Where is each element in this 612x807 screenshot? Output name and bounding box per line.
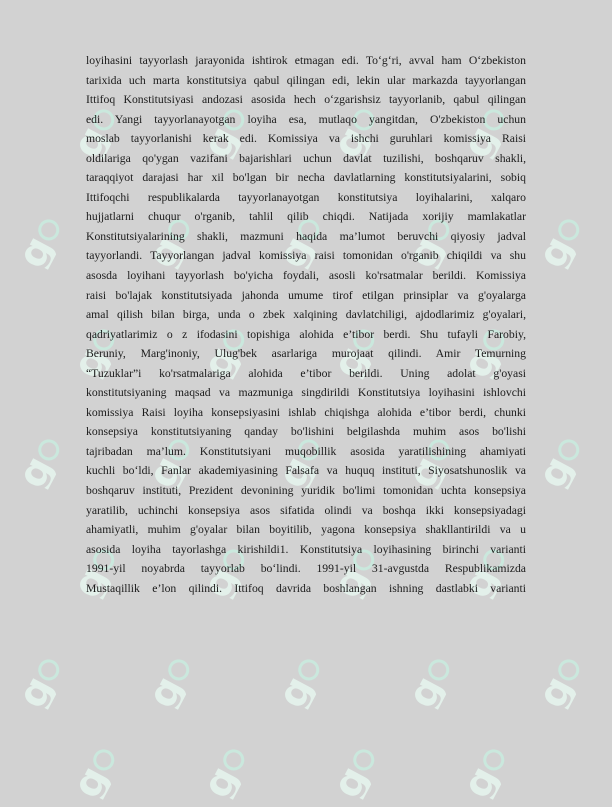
svg-text:g: g: [453, 338, 508, 386]
svg-text:g: g: [528, 448, 583, 496]
text-line: tarixida uch marta konstitutsiya qabul qilingan edi, lekin ular markazda tayyorlangan: [86, 73, 526, 87]
svg-text:g: g: [323, 118, 378, 166]
watermark-logo-icon: [452, 733, 518, 807]
text-line: Beruniy, Marg'inoniy, Ulug'bek asarlariga murojaat qilindi. Amir Temurning: [86, 347, 526, 361]
svg-text:g: g: [138, 448, 193, 496]
svg-text:g: g: [63, 558, 118, 606]
text-line: tajribadan ma’lum. Konstitutsiyani muqobillik asosida yaratilishining ahamiyati: [86, 444, 526, 458]
svg-text:g: g: [398, 448, 453, 496]
watermark-logo-icon: [192, 733, 258, 807]
text-line: amal qilish bilan birga, unda o zbek xalqining davlatchiligi, ajdodlarimiz g'oyalari,: [86, 308, 526, 322]
svg-text:g: g: [63, 338, 118, 386]
watermark-logo-icon: [527, 203, 593, 277]
svg-text:g: g: [8, 228, 63, 276]
text-line: boshqaruv instituti, Prezident devonining yuridik bo'limi tomonidan uchta konsepsiya: [86, 484, 526, 498]
svg-text:g: g: [193, 758, 248, 806]
svg-text:g: g: [398, 228, 453, 276]
text-line: konsepsiya konstitutsiyaning qanday bo'lishini belgilashda muhim asos bo'lishi: [86, 425, 526, 439]
svg-text:g: g: [138, 668, 193, 716]
watermark-logo-icon: [322, 733, 388, 807]
text-line: oldilariga qo'ygan vazifani bajarishlari uchun davlat tuzilishi, boshqaruv shakli,: [86, 151, 526, 165]
svg-text:g: g: [528, 668, 583, 716]
text-line: 1991-yil noyabrda tayyorlab bo‘lindi. 1991-yil 31-avgustda Respublikamizda: [86, 562, 526, 576]
svg-text:g: g: [453, 118, 508, 166]
svg-text:g: g: [193, 338, 248, 386]
svg-text:g: g: [528, 228, 583, 276]
text-line: loyihasini tayyorlash jarayonida ishtirok etmagan edi. To‘g‘ri, avval ham O‘zbekiston: [86, 54, 526, 67]
watermark-logo-icon: [267, 643, 333, 717]
svg-text:g: g: [268, 668, 323, 716]
watermark-logo-icon: [137, 643, 203, 717]
text-line: edi. Yangi tayyorlanayotgan loyiha esa, mutlaqo yangitdan, O'zbekiston uchun: [86, 112, 526, 126]
text-line: hujjatlarni chuqur o'rganib, tahlil qilib chiqdi. Natijada xorijiy mamlakatlar: [86, 210, 526, 224]
svg-text:g: g: [8, 448, 63, 496]
text-line: tayyorlandi. Tayyorlangan jadval komissiya raisi tomonidan o'rganib chiqildi va shu: [86, 249, 526, 263]
text-line: Mustaqillik e’lon qilindi. Ittifoq davrida boshlangan ishning dastlabki varianti: [86, 581, 526, 595]
text-line: moslab tayyorlanishi kerak edi. Komissiya va ishchi guruhlari komissiya Raisi: [86, 132, 526, 146]
text-line: yaratilib, uchinchi konsepsiya asos sifatida olindi va boshqa ikki konsepsiyadagi: [86, 503, 526, 517]
watermark-logo-icon: [62, 733, 128, 807]
text-line: “Tuzuklar”i ko'rsatmalariga alohida e’tibor berildi. Uning adolat g'oyasi: [86, 366, 526, 380]
svg-text:g: g: [323, 558, 378, 606]
watermark-logo-icon: [7, 423, 73, 497]
svg-text:g: g: [193, 118, 248, 166]
text-line: ahamiyatli, muhim g'oyalar bilan boyitilib, yagona konsepsiya shakllantirildi va u: [86, 523, 526, 537]
svg-text:g: g: [323, 338, 378, 386]
svg-text:g: g: [138, 228, 193, 276]
svg-text:g: g: [268, 228, 323, 276]
watermark-logo-icon: [397, 643, 463, 717]
watermark-logo-icon: [527, 423, 593, 497]
text-line: kuchli bo‘ldi, Fanlar akademiyasining Falsafa va huquq instituti, Siyosatshunoslik va: [86, 464, 526, 478]
svg-text:g: g: [323, 758, 378, 806]
svg-text:g: g: [63, 758, 118, 806]
text-line: asosda loyihani tayyorlash bo'yicha foydali, asosli ko'rsatmalar berildi. Komissiya: [86, 269, 526, 283]
text-line: konstitutsiyaning maqsad va mazmuniga singdirildi Konstitutsiya loyihasini ishlovchi: [86, 386, 526, 400]
text-line: komissiya Raisi loyiha konsepsiyasini ishlab chiqishga alohida e’tibor berdi, chunki: [86, 405, 526, 419]
watermark-logo-icon: [7, 643, 73, 717]
svg-text:g: g: [268, 448, 323, 496]
svg-text:g: g: [63, 118, 118, 166]
watermark-logo-icon: [527, 643, 593, 717]
svg-text:g: g: [193, 558, 248, 606]
text-line: Ittifoqchi respublikalarda tayyorlanayotgan konstitutsiya loyihalarini, xalqaro: [86, 190, 526, 204]
text-line: asosida loyiha tayorlashga kirishildi1. Konstitutsiya loyihasining birinchi varianti: [86, 542, 526, 556]
text-line: qadriyatlarimiz o z ifodasini topishiga alohida e’tibor berdi. Shu tufayli Farobiy,: [86, 327, 526, 341]
svg-text:g: g: [453, 758, 508, 806]
svg-text:g: g: [8, 668, 63, 716]
watermark-logo-icon: [7, 203, 73, 277]
text-line: Ittifoq Konstitutsiyasi andozasi asosida hech o‘zgarishsiz tayyorlanib, qabul qilingan: [86, 93, 526, 107]
text-line: Konstitutsiyalarining shakli, mazmuni haqida ma’lumot beruvchi qiyosiy jadval: [86, 229, 526, 243]
text-line: taraqqiyot darajasi har xil bo'lgan bir necha davlatlarning konstitutsiyalarini, sobiq: [86, 171, 526, 185]
svg-text:g: g: [453, 558, 508, 606]
text-line: raisi bo'lajak konstitutsiyada jahonda umume tirof etilgan prinsiplar va g'oyalarga: [86, 288, 526, 302]
svg-text:g: g: [398, 668, 453, 716]
body-text: [86, 51, 526, 598]
